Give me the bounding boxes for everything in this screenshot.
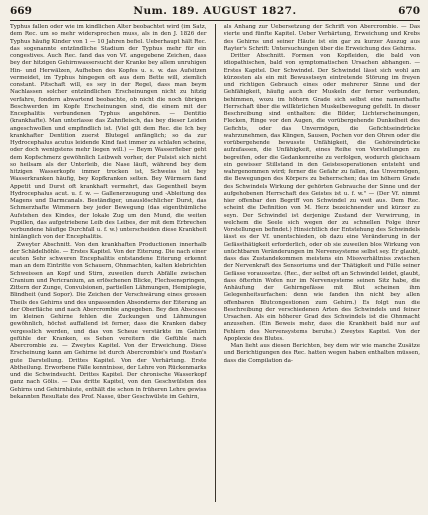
left-column (10, 24, 207, 504)
paragraph: Zweyter Abschnitt. Von den krankhaften Productionen innerhalb der Schädelhöhle. — Erstes Kapitel. Von der Eiterung. Die nach einer acuten Sehr schweren Encephalitis entstandene Eiterung erkennt man an dem Eintritte von Schauern, Ohnmachten, kalten klebrichten Schweissen an Kopf und Stirn, zuweilen durch Abfälle zwischen Cranium und Pericranium, an erlöschenen Blicke, Flechsenspringen, Zittern der Zunge, Convulsionen, partiellen Lähmungen, Hemiplegie, Blindheit (und Sopor). Die Zeichen der Verschwärung eines grossen Theils des Gehirns und des unpassenden Absonderns der Eiterung an der Oberfläche und nach Abercrombie angegeben. Bey den Abscesse im kleinen Gehirne fehlen die Zuckungen und Lähmungen gewöhnlich, höchst auffallend ist ferner, dass die Kranken dabey vergesslich werden, und das von Scheue verstärkte im Gehirn gefühle der Kranken, es Sehen vereitern die Gefühle nach Abercrombie zu. — Zweytes Kapitel. Von der Erweichung. Diese Erscheinung kann am Gehirne ist durch Abercrombie's und Rostan's gute Darstellung. Drittes Kapitel. Von der Verhärtung. Erste Abtheilung. Erworbene Fälle kenntnisse, der Lehre von Rückenmarks und die Schwindsucht. Drittes Kapitel. Der chronische Wasserkopf ganz nach Gölis. — Das dritte Kapitel, von den Geschwülsten des Gehirns und Gehirnhäute, enthält die schon in früheren Lehre gewiss bekannten Resultate des Prof. Nasse, über Geschwülste im Gehirn, (10, 241, 207, 400)
paragraph: Typhus fallen oder wie im kindlichen Alter beobachtet wird (im Satz, dem Rec. um so mehr widersprechen muss, als in den J. 1826 der Typhus häufig Kinder von 1 — 10 Jahren befiel. Ueberhaupt hält Rec. das sogenannte entzündliche Stadium der Typhus mehr für ein congestives. Auch Rec. fand das von Vf. angegebene Zeichen, dass bey der hitzigen Gehirnwassersucht der Kranke bey allem unruhigen Hin- und Herwälzen, Aufheben des Kopfes u. s. w. das Aufsitzen vermeidet, im Typhus hingegen oft aus dem Bette will, ziemlich constant. Pitschaft will, es sey in der Regel, dass man beym Nachlassen solcher entzündlichen Erscheinungen nicht zu hitzig verfahre, fondern abwartend beobachte, ob nicht die noch übrigen Beschwerden im Kopfe Erscheinungen sind, die einem mit der Encephalitis verbundenen Typhus angehören. — Dentitio (krankhafte). Man unterlasse das Zahnfleisch, das bey dieser Leiden angeschwollen und empfindlich ist. (Viel gilt dem Rec. die Ich bey krankhafter Dentition zuerst Blutegel anfänglich; so da zur Hydrocephalus acutus leidende Kind fast immer zu schlafen scheine, oder doch wenigstens mehr liegen will.) — Beym Wasserfieber geht dem Kopfschmerz gewöhnlich Leibweh vorher, der Pulsist sich nicht so heilsam als der Unterleib, die Nase läuft, während bey dem hitzigen Wasserkopfe immer trocken ist, Schweiss ist bey Wasserkranken häufig, bey Kopfkranken selten. Bey Würmern fand Appetit und Durst oft krankhaft vermehrt, das Gegentheil beym Hydrocephalus acut. u. f. w. — Gallenerzeugung und -Ableitung des Magens und Darmcanals. Beständiger, unauslöschlicher Durst, das Schmerzhafte Wimmern bey jeder Bewegung (das eigenthümliche Aufstehen des Kindes, der lokale Zug um den Mund, die weiten Pupillen, das aufgetriebene Leib des Leibes, der mit dem Erbrechen verbundene häufige Durchfall u. f. w.) unterscheiden diese Krankheit hinlänglich von der Encephalitis. (10, 24, 207, 241)
page-number-right: 670 (398, 5, 420, 17)
paragraph: als Anhang zur Uebersetzung der Schrift von Abercrombie. — Das vierte und fünfte Kapitel. Ueber Verhärtung, Erweichung und Krebs des Gehirns und seiner Häute ist ein gar zu kurzer Auszug aus Rayter's Schrift: Untersuchungen über die Erweichung des Gehirns. (223, 24, 420, 52)
page-header (10, 5, 420, 18)
paragraph: Man lieht aus diesen Berichten, bey dem wir wie manche Zusätze und Berichtigungen des Rec. hatten wegen haben enthalten müssen, dass die Compilation da- (223, 343, 420, 364)
header-rule (10, 20, 420, 21)
text-columns (10, 24, 420, 504)
right-column (224, 24, 421, 504)
paragraph: Dritter Abschnitt. Formen von Kopfleiden, die bald von idiopathischen, bald von symptomatischen Ursachen abhangen. — Erstes Kapitel. Der Schwindel. Der Schwindel lässt sich wohl am kürzesten als ein mit Bewusstseyn eintretende Störung im freyen und richtigen Gebrauch eines oder mehrerer Sinne und der Gehfähigkeit, häufig auch der Muskeln der ferner verbunden, behimmen, wozu im höhern Grade sich selbst eine namenhafte Herrschaft über die willkürlichen Muskelbewegung gefellt. In dieser Beschreibung sind enthalten: die Bilder, Lichterscheinungen, Flecken, Ringe vor den Augen, die vorübergehende Dunkelheit des Gefichts, oder das Unvermögen, die Gefichtseindrücke wahrzunehmen, das Klingen, Sausen, Pochen vor den Ohren oder die vorübergehende bewusste Unfähigkeit, die Gehöreindrücke aufzufassen, die Unfähigkeit, eines Reihe von Vorstellungen zu begreifen, oder die Gedankenreihe zu verfolgen, wodurch gleichsam ein gewisser Stillstand in den Geistesoperationen entsteht und wahrgenommen wird; ferner die Gefahr zu fallen, das Unvermögen, die Bewegungen des Körpers zu beherrschen; das im höhern Grade des Schwindels Wirkung der gehörten Gebrauche der Sinne und der aufgehobenen Herrschaft des Geistes ist u. f. w." — (Der Vf. nimmt hier offenbar den Begriff von Schwindel zu weit aus. Dem Rec. scheint die Definition von M. Herz bezeichnender und kürzer zu seyn. Der Schwindel ist derjenige Zustand der Verwirrung, in welchem die Seele sich wegen der zu schnellen Folge ihrer Vorstellungen befindet.) Hinsichtlich der Entstehung des Schwindels lässt es der Vf. unentschieden, ob dazu eine Veränderung in der Gefässthätigkeit erforderlich, oder ob sie zuweilen blos Wirkung von unüchtbaren Veränderungen im Nervensysteme selbst sey. Er glaubt, dass das Zustandekommen meistens ein Missverhältniss zwischen der Nervenkraft des Sensoriums und der Thätigkeit und Fülle seiner Gefässe voraussetze. (Rec., der selbst oft an Schwindel leidet, glaubt, dass öfterhin Wofen nur im Nervensysteme seinen Sitz habe, die Anhäufung der Gehirngefässe mit Blut scheinen ihm Gelegenheitsurfachen: denn wie fanden ihn nicht bey allen offenbaren Blutcongestionen zum Gehirn.) Es folgt nun die Beschreibung der verschiedenen Arten des Schwindels und feiner Ursachen. Als ein höherer Grad des Schwindels ist die Ohnmacht anzusehen. (Ein Beweis mehr, dass die Krankheit bald nur auf Fehlern des Nervensystems beruhe.) Zweytes Kapitel. Von der Apoplexie des Blutes. (223, 53, 420, 342)
column-divider (215, 24, 216, 502)
page-number-left: 669 (10, 5, 32, 17)
issue-title: Num. 189. AUGUST 1827. (133, 5, 297, 17)
